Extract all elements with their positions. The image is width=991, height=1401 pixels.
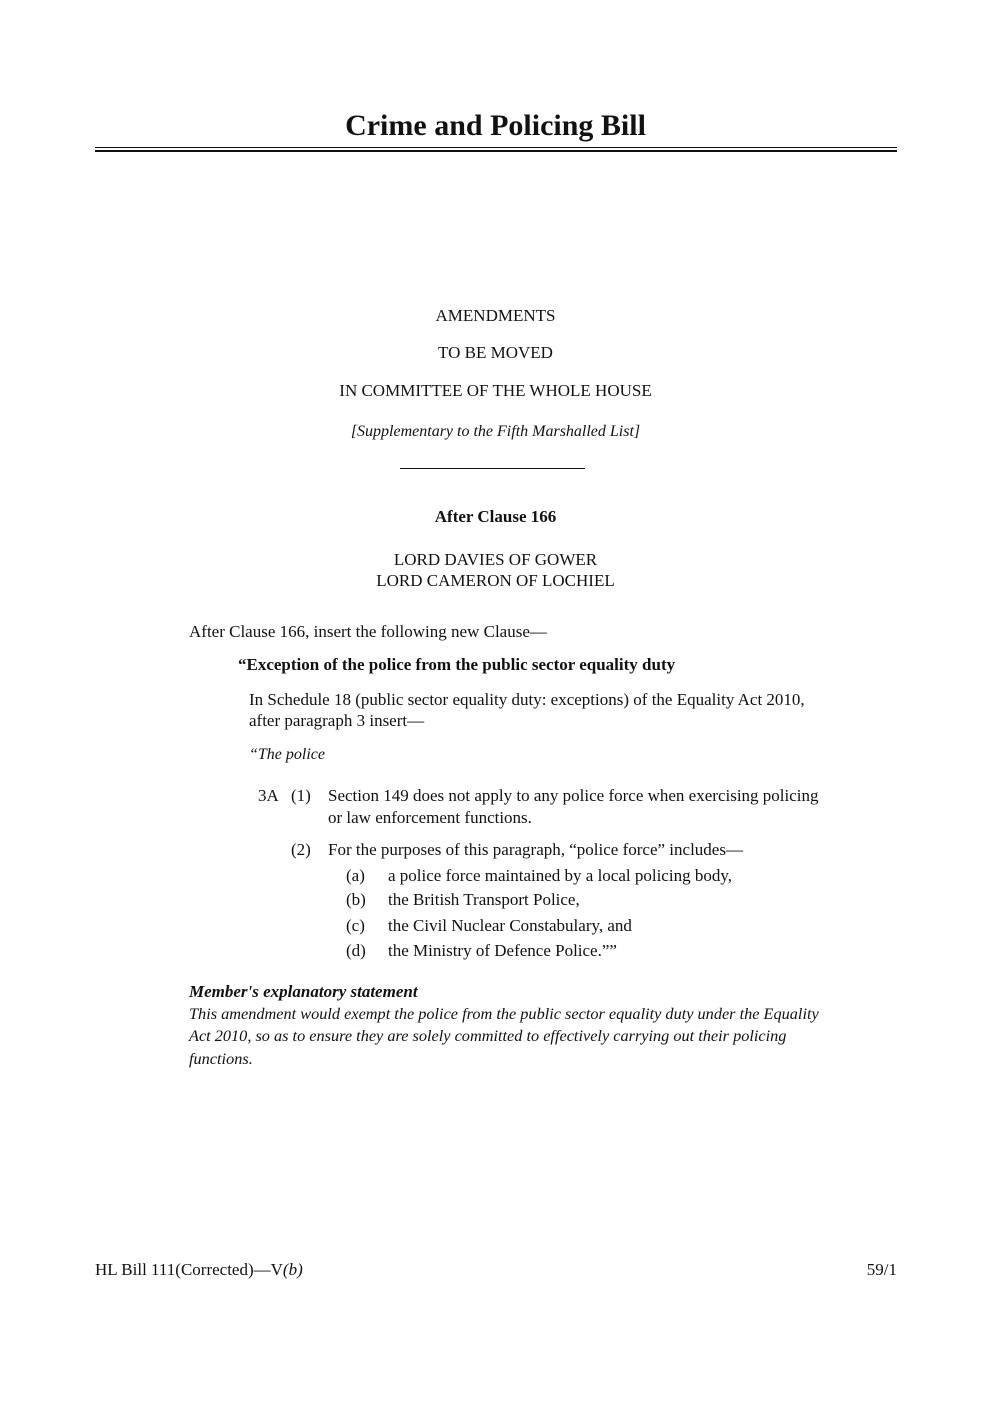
member-name: LORD DAVIES OF GOWER (393, 550, 598, 569)
statement-line: functions. (189, 1049, 253, 1068)
item-text: the Ministry of Defence Police.”” (388, 941, 617, 960)
body-line: In Schedule 18 (public sector equality duty: exceptions) of the Equality Act 2010, (249, 690, 805, 709)
item-text: the British Transport Police, (388, 890, 580, 909)
page-title: Crime and Policing Bill (345, 109, 646, 142)
statement-line: Act 2010, so as to ensure they are solely committed to effectively carrying out their policing (189, 1026, 787, 1045)
item-number: (b) (346, 890, 366, 909)
item-number: (c) (346, 916, 365, 935)
subparagraph-number: (2) (291, 840, 311, 859)
subparagraph-text: For the purposes of this paragraph, “police force” includes— (328, 840, 743, 859)
subparagraph-text: Section 149 does not apply to any police force when exercising policing (328, 786, 819, 805)
amendment-heading: After Clause 166 (434, 507, 557, 526)
intro-line-2: TO BE MOVED (438, 343, 553, 362)
clause-title: “Exception of the police from the public sector equality duty (238, 655, 676, 674)
title-rule-thick (95, 150, 897, 152)
section-divider (400, 468, 585, 469)
statement-heading: Member's explanatory statement (189, 982, 418, 1001)
intro-line-3: IN COMMITTEE OF THE WHOLE HOUSE (339, 381, 652, 400)
instruction: After Clause 166, insert the following new Clause— (189, 622, 547, 641)
subparagraph-text: or law enforcement functions. (328, 808, 532, 827)
paragraph-number: 3A (258, 786, 279, 805)
item-text: a police force maintained by a local policing body, (388, 866, 732, 885)
item-number: (a) (346, 866, 365, 885)
item-number: (d) (346, 941, 366, 960)
title-rule-thin (95, 147, 897, 148)
footer-bill-suffix: (b) (282, 1260, 303, 1279)
footer-bill-reference (95, 1259, 303, 1281)
footer-bill-main: HL Bill 111(Corrected)—V (95, 1260, 283, 1279)
item-text: the Civil Nuclear Constabulary, and (388, 916, 632, 935)
subparagraph-number: (1) (291, 786, 311, 805)
member-name: LORD CAMERON OF LOCHIEL (376, 571, 615, 590)
body-line: after paragraph 3 insert— (249, 711, 425, 730)
intro-line-1: AMENDMENTS (435, 306, 556, 325)
intro-subtitle: [Supplementary to the Fifth Marshalled List] (350, 423, 641, 440)
footer-page-number: 59/1 (866, 1260, 897, 1279)
inserted-heading: “The police (249, 746, 325, 763)
statement-line: This amendment would exempt the police from the public sector equality duty under the Equality (189, 1004, 819, 1023)
